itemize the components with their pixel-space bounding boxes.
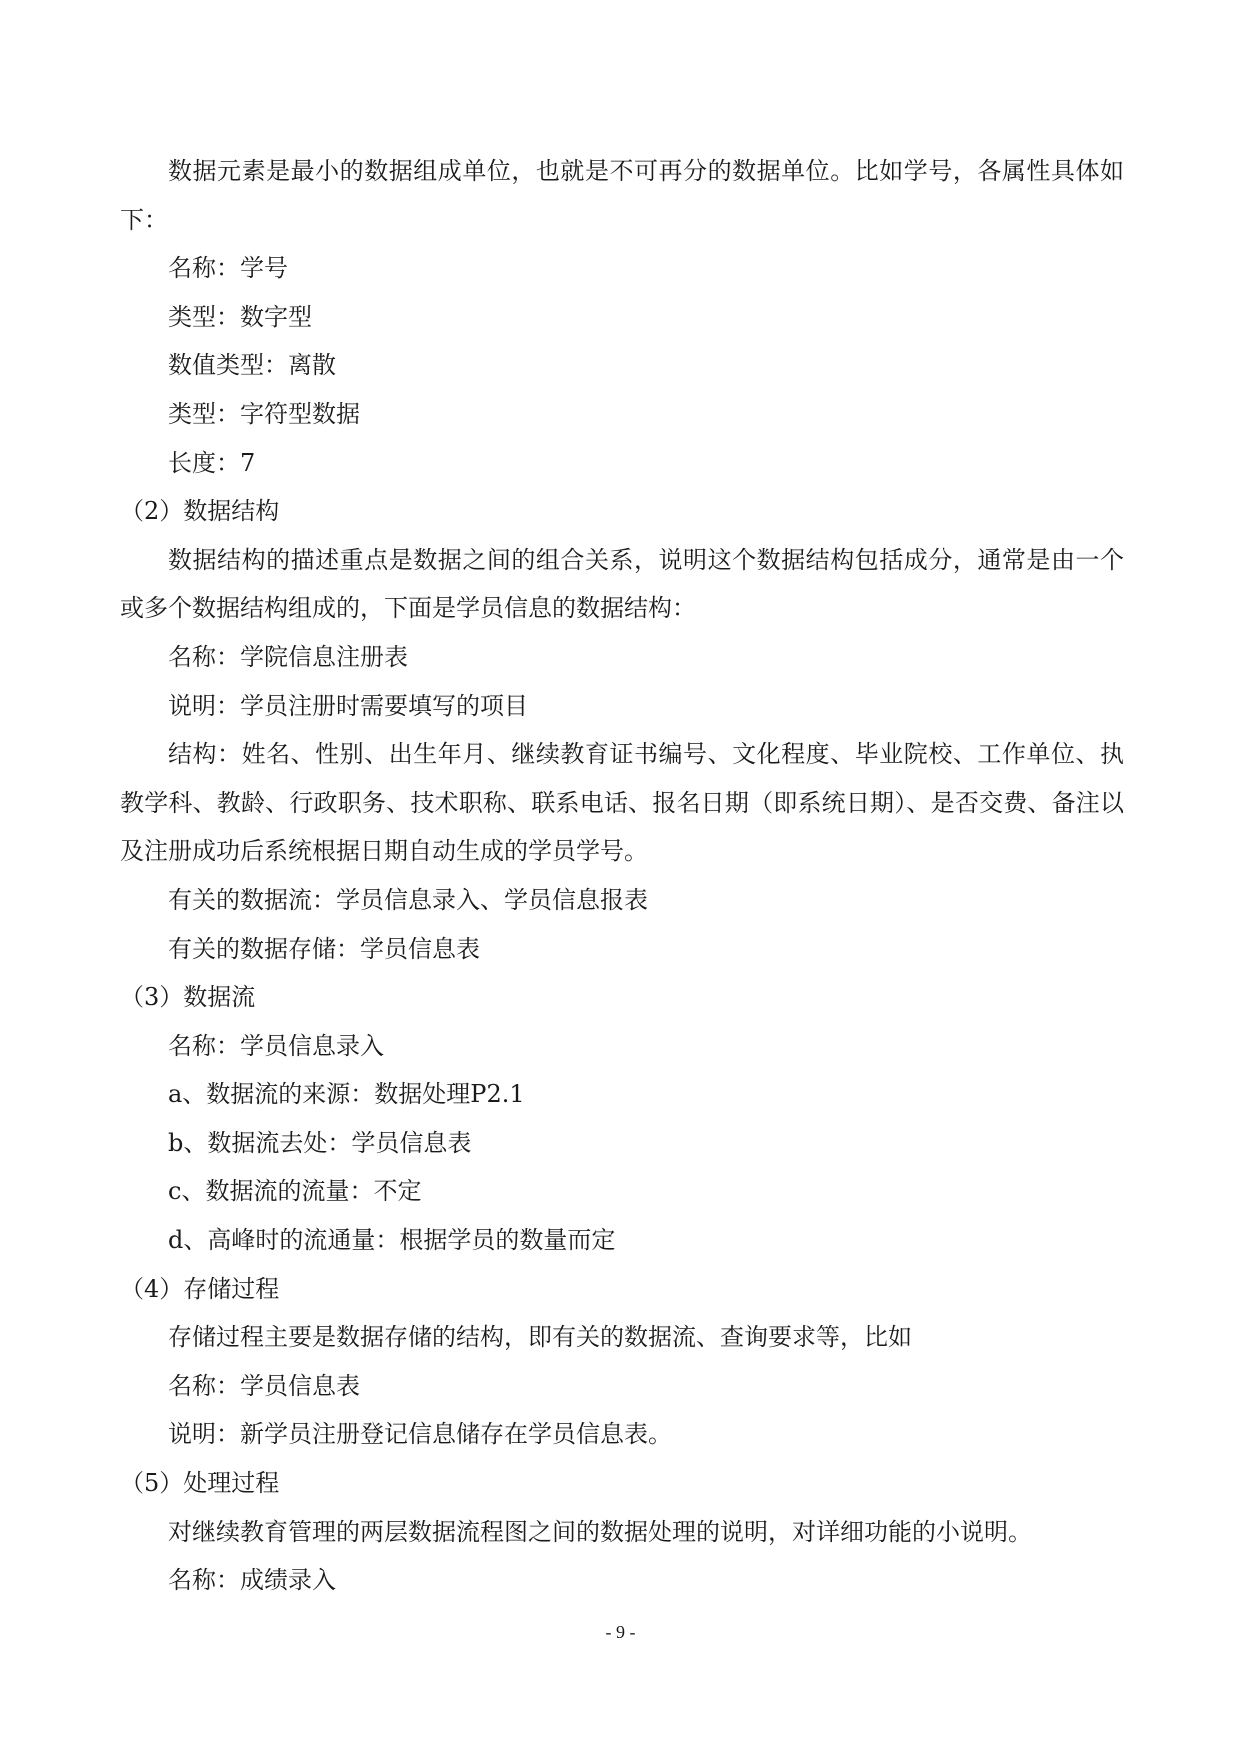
- paragraph-data-element: 数据元素是最小的数据组成单位，也就是不可再分的数据单位。比如学号，各属性具体如下：: [120, 157, 1124, 234]
- document-body: [120, 147, 1124, 1605]
- item-storage-name: 名称：学员信息表: [168, 1371, 360, 1400]
- item-processing-name: 名称：成绩录入: [168, 1566, 336, 1595]
- paragraph-data-structure: 数据结构的描述重点是数据之间的组合关系，说明这个数据结构包括成分，通常是由一个或多个数据结构组成的，下面是学员信息的数据结构：: [120, 545, 1124, 623]
- page-number: - 9 -: [605, 1622, 636, 1642]
- item-storage-description: 说明：新学员注册登记信息储存在学员信息表。: [168, 1420, 672, 1449]
- item-structure-description: 说明：学员注册时需要填写的项目: [168, 691, 528, 720]
- item-structure-name: 名称：学院信息注册表: [168, 642, 408, 671]
- item-length: 长度：7: [168, 448, 256, 477]
- item-flow-source: a、数据流的来源：数据处理P2.1: [168, 1080, 525, 1109]
- item-related-data-flow: 有关的数据流：学员信息录入、学员信息报表: [168, 885, 648, 914]
- item-flow-peak: d、高峰时的流通量：根据学员的数量而定: [168, 1226, 616, 1255]
- section-heading-data-flow: （3）数据流: [120, 983, 256, 1012]
- paragraph-storage: 存储过程主要是数据存储的结构，即有关的数据流、查询要求等，比如: [168, 1323, 912, 1352]
- paragraph-structure-fields: 结构：姓名、性别、出生年月、继续教育证书编号、文化程度、毕业院校、工作单位、执教学科、教龄、行政职务、技术职称、联系电话、报名日期（即系统日期）、是否交费、备注以及注册成功后系统根据日期自动生成的学员学号。: [120, 740, 1124, 866]
- item-type-numeric: 类型：数字型: [168, 302, 312, 331]
- item-flow-destination: b、数据流去处：学员信息表: [168, 1128, 472, 1157]
- item-flow-name: 名称：学员信息录入: [168, 1031, 384, 1060]
- item-value-type: 数值类型：离散: [168, 351, 336, 380]
- item-type-char: 类型：字符型数据: [168, 399, 360, 428]
- section-heading-storage: （4）存储过程: [120, 1274, 280, 1303]
- section-heading-data-structure: （2）数据结构: [120, 497, 280, 526]
- item-flow-volume: c、数据流的流量：不定: [168, 1177, 422, 1206]
- paragraph-processing: 对继续教育管理的两层数据流程图之间的数据处理的说明，对详细功能的小说明。: [168, 1517, 1032, 1546]
- section-heading-processing: （5）处理过程: [120, 1469, 280, 1498]
- item-name-student-id: 名称：学号: [168, 254, 288, 283]
- item-related-data-store: 有关的数据存储：学员信息表: [168, 934, 480, 963]
